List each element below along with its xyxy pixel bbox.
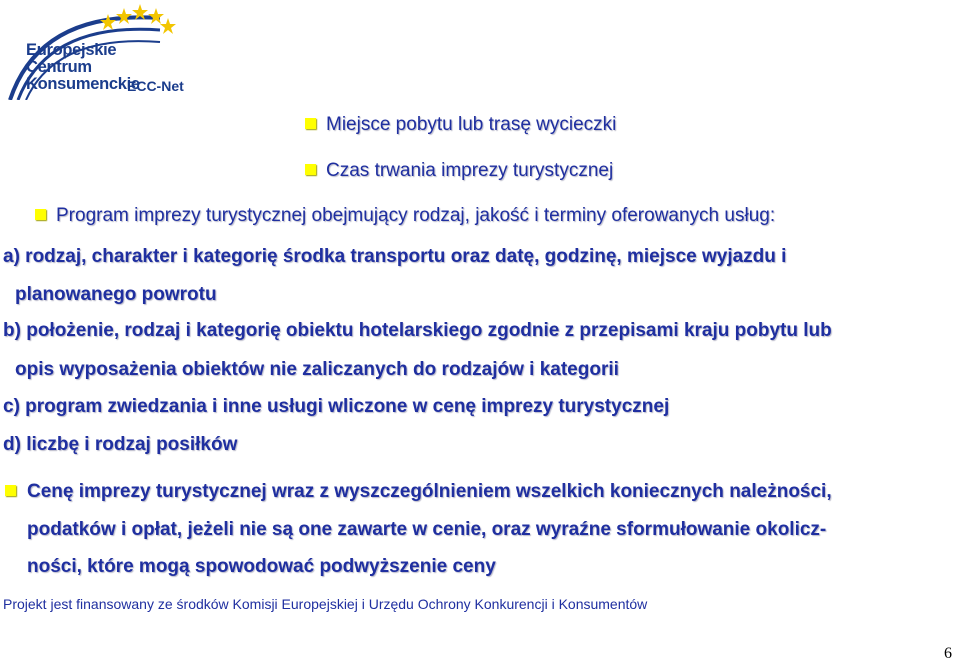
bullet-icon [5, 485, 16, 496]
item-c-text: c) program zwiedzania i inne usługi wliczone w cenę imprezy turystycznej [3, 396, 670, 417]
logo-line-2: Centrum [26, 58, 92, 76]
bullet-1-text: Miejsce pobytu lub trasę wycieczki [326, 114, 617, 135]
page-number: 6 [944, 645, 952, 662]
logo-line-3: Konsumenckie [26, 75, 140, 93]
bullet-2-text: Czas trwania imprezy turystycznej [326, 160, 614, 181]
bullet-icon [305, 164, 316, 175]
item-a-line-1: a) rodzaj, charakter i kategorię środka transportu oraz datę, godzinę, miejsce wyjazdu i [3, 246, 787, 267]
bullet-3-text: Program imprezy turystycznej obejmujący rodzaj, jakość i terminy oferowanych usług: [56, 205, 776, 226]
item-d-text: d) liczbę i rodzaj posiłków [3, 434, 238, 455]
bullet-icon [35, 209, 46, 220]
footer-funding-note: Projekt jest finansowany ze środków Komisji Europejskiej i Urzędu Ochrony Konkurencji i Konsumentów [3, 596, 648, 612]
bullet-icon [305, 118, 316, 129]
item-a-line-2: planowanego powrotu [15, 284, 217, 305]
ecc-logo [0, 0, 185, 100]
logo-line-1: Europejskie [26, 41, 117, 59]
item-b-line-1: b) położenie, rodzaj i kategorię obiektu hotelarskiego zgodnie z przepisami kraju pobytu lub [3, 320, 832, 341]
bullet-4-line-3: ności, które mogą spowodować podwyższenie ceny [27, 556, 496, 577]
bullet-4-line-1: Cenę imprezy turystycznej wraz z wyszczególnieniem wszelkich koniecznych należności, [27, 481, 832, 502]
bullet-4-line-2: podatków i opłat, jeżeli nie są one zawarte w cenie, oraz wyraźne sformułowanie okolicz- [27, 519, 827, 540]
logo-ecc-net: ECC-Net [127, 78, 184, 94]
item-b-line-2: opis wyposażenia obiektów nie zaliczanych do rodzajów i kategorii [15, 359, 619, 380]
